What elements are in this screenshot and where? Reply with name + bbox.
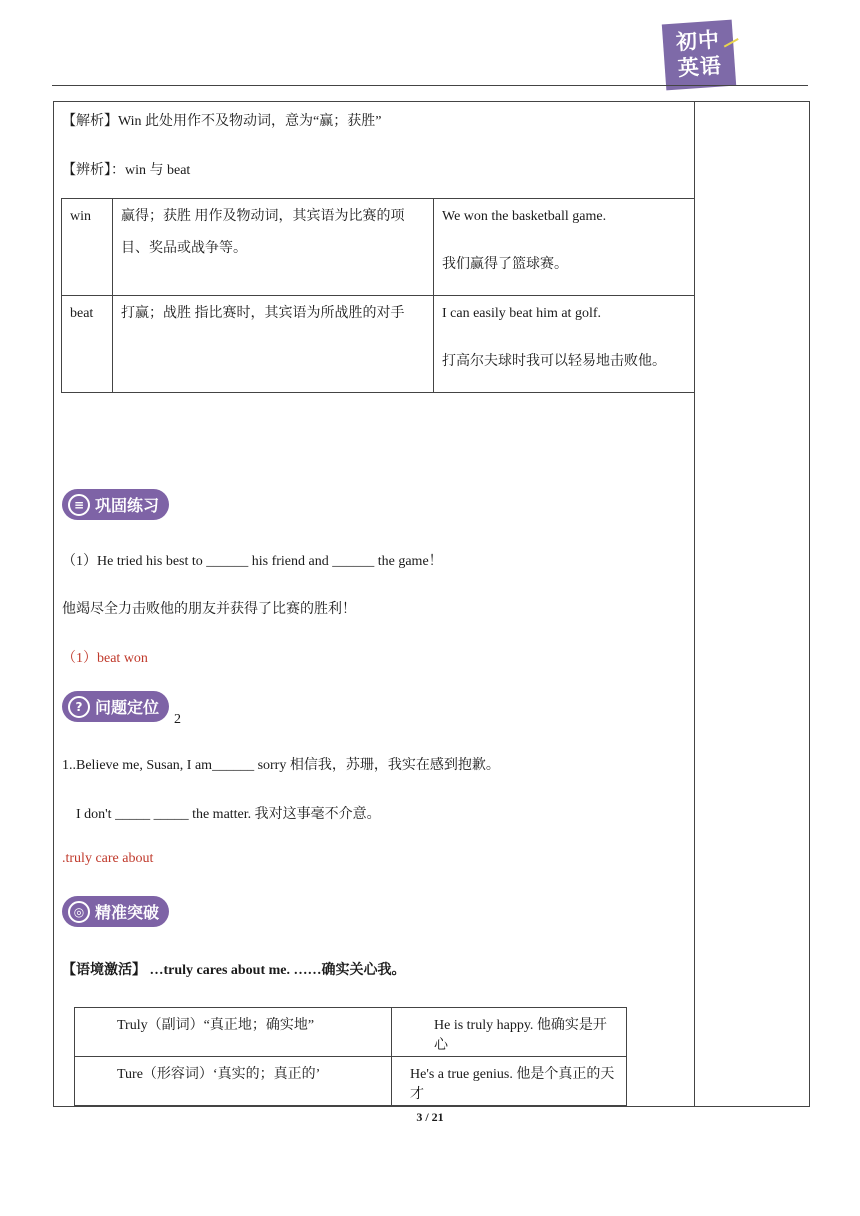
section-consolidate-badge bbox=[62, 489, 169, 520]
analysis-text: 【解析】Win 此处用作不及物动词，意为“赢；获胜” bbox=[62, 114, 382, 129]
brand-logo bbox=[662, 20, 736, 91]
exercise1-question: （1）He tried his best to ______ his friend and ______ the game！ bbox=[62, 554, 443, 569]
table-row bbox=[62, 199, 695, 296]
section-number: 2 bbox=[174, 712, 181, 727]
section-label: 问题定位 bbox=[95, 698, 160, 717]
example-zh: 打高尔夫球时我可以轻易地击败他。 bbox=[442, 354, 666, 369]
distinguish-text: 【辨析】：win 与 beat bbox=[62, 163, 191, 178]
layers-icon: ≡ bbox=[68, 494, 90, 516]
exercise2-answer: .truly care about bbox=[62, 851, 154, 866]
example-en: I can easily beat him at golf. bbox=[442, 306, 601, 321]
exercise2-question1: 1..Believe me, Susan, I am______ sorry 相信我，苏珊，我实在感到抱歉。 bbox=[62, 758, 500, 773]
win-beat-table bbox=[61, 198, 695, 393]
example-zh: 我们赢得了篮球赛。 bbox=[442, 257, 568, 272]
logo-line1: 初中 bbox=[675, 27, 721, 55]
exercise1-translation: 他竭尽全力击败他的朋友并获得了比赛的胜利！ bbox=[62, 602, 356, 617]
word-cell: beat bbox=[62, 296, 113, 393]
example-cell bbox=[434, 199, 695, 296]
table-row bbox=[62, 296, 695, 393]
target-icon: ◎ bbox=[68, 901, 90, 923]
header-rule bbox=[52, 85, 808, 86]
logo-line2: 英语 bbox=[677, 53, 723, 81]
exercise1-answer: （1）beat won bbox=[62, 651, 148, 666]
meaning-cell bbox=[113, 199, 434, 296]
context-text: 【语境激活】 …truly cares about me. ……确实关心我。 bbox=[62, 963, 406, 978]
exercise2-question2: I don't _____ _____ the matter. 我对这事毫不介意。 bbox=[76, 807, 381, 822]
table-row bbox=[75, 1057, 627, 1106]
truly-true-table bbox=[74, 1007, 627, 1106]
word-cell: Ture（形容词）‘真实的；真正的’ bbox=[75, 1057, 392, 1106]
example-en: We won the basketball game. bbox=[442, 209, 607, 224]
word-cell: win bbox=[62, 199, 113, 296]
table-row bbox=[75, 1008, 627, 1057]
page-number: 3 / 21 bbox=[416, 1110, 444, 1124]
section-locate-badge bbox=[62, 691, 169, 722]
section-label: 精准突破 bbox=[95, 903, 160, 922]
meaning-cell: 打赢；战胜 指比赛时，其宾语为所战胜的对手 bbox=[113, 296, 434, 393]
section-label: 巩固练习 bbox=[95, 496, 160, 515]
example-cell: He's a true genius. 他是个真正的天才 bbox=[392, 1057, 627, 1106]
meaning-text: 赢得；获胜 用作及物动词，其宾语为比赛的项目、奖品或战争等。 bbox=[121, 209, 405, 256]
example-cell bbox=[434, 296, 695, 393]
word-cell: Truly（副词）“真正地；确实地” bbox=[75, 1008, 392, 1057]
question-icon: ? bbox=[68, 696, 90, 718]
section-breakthrough-badge bbox=[62, 896, 169, 927]
example-cell: He is truly happy. 他确实是开心 bbox=[392, 1008, 627, 1057]
